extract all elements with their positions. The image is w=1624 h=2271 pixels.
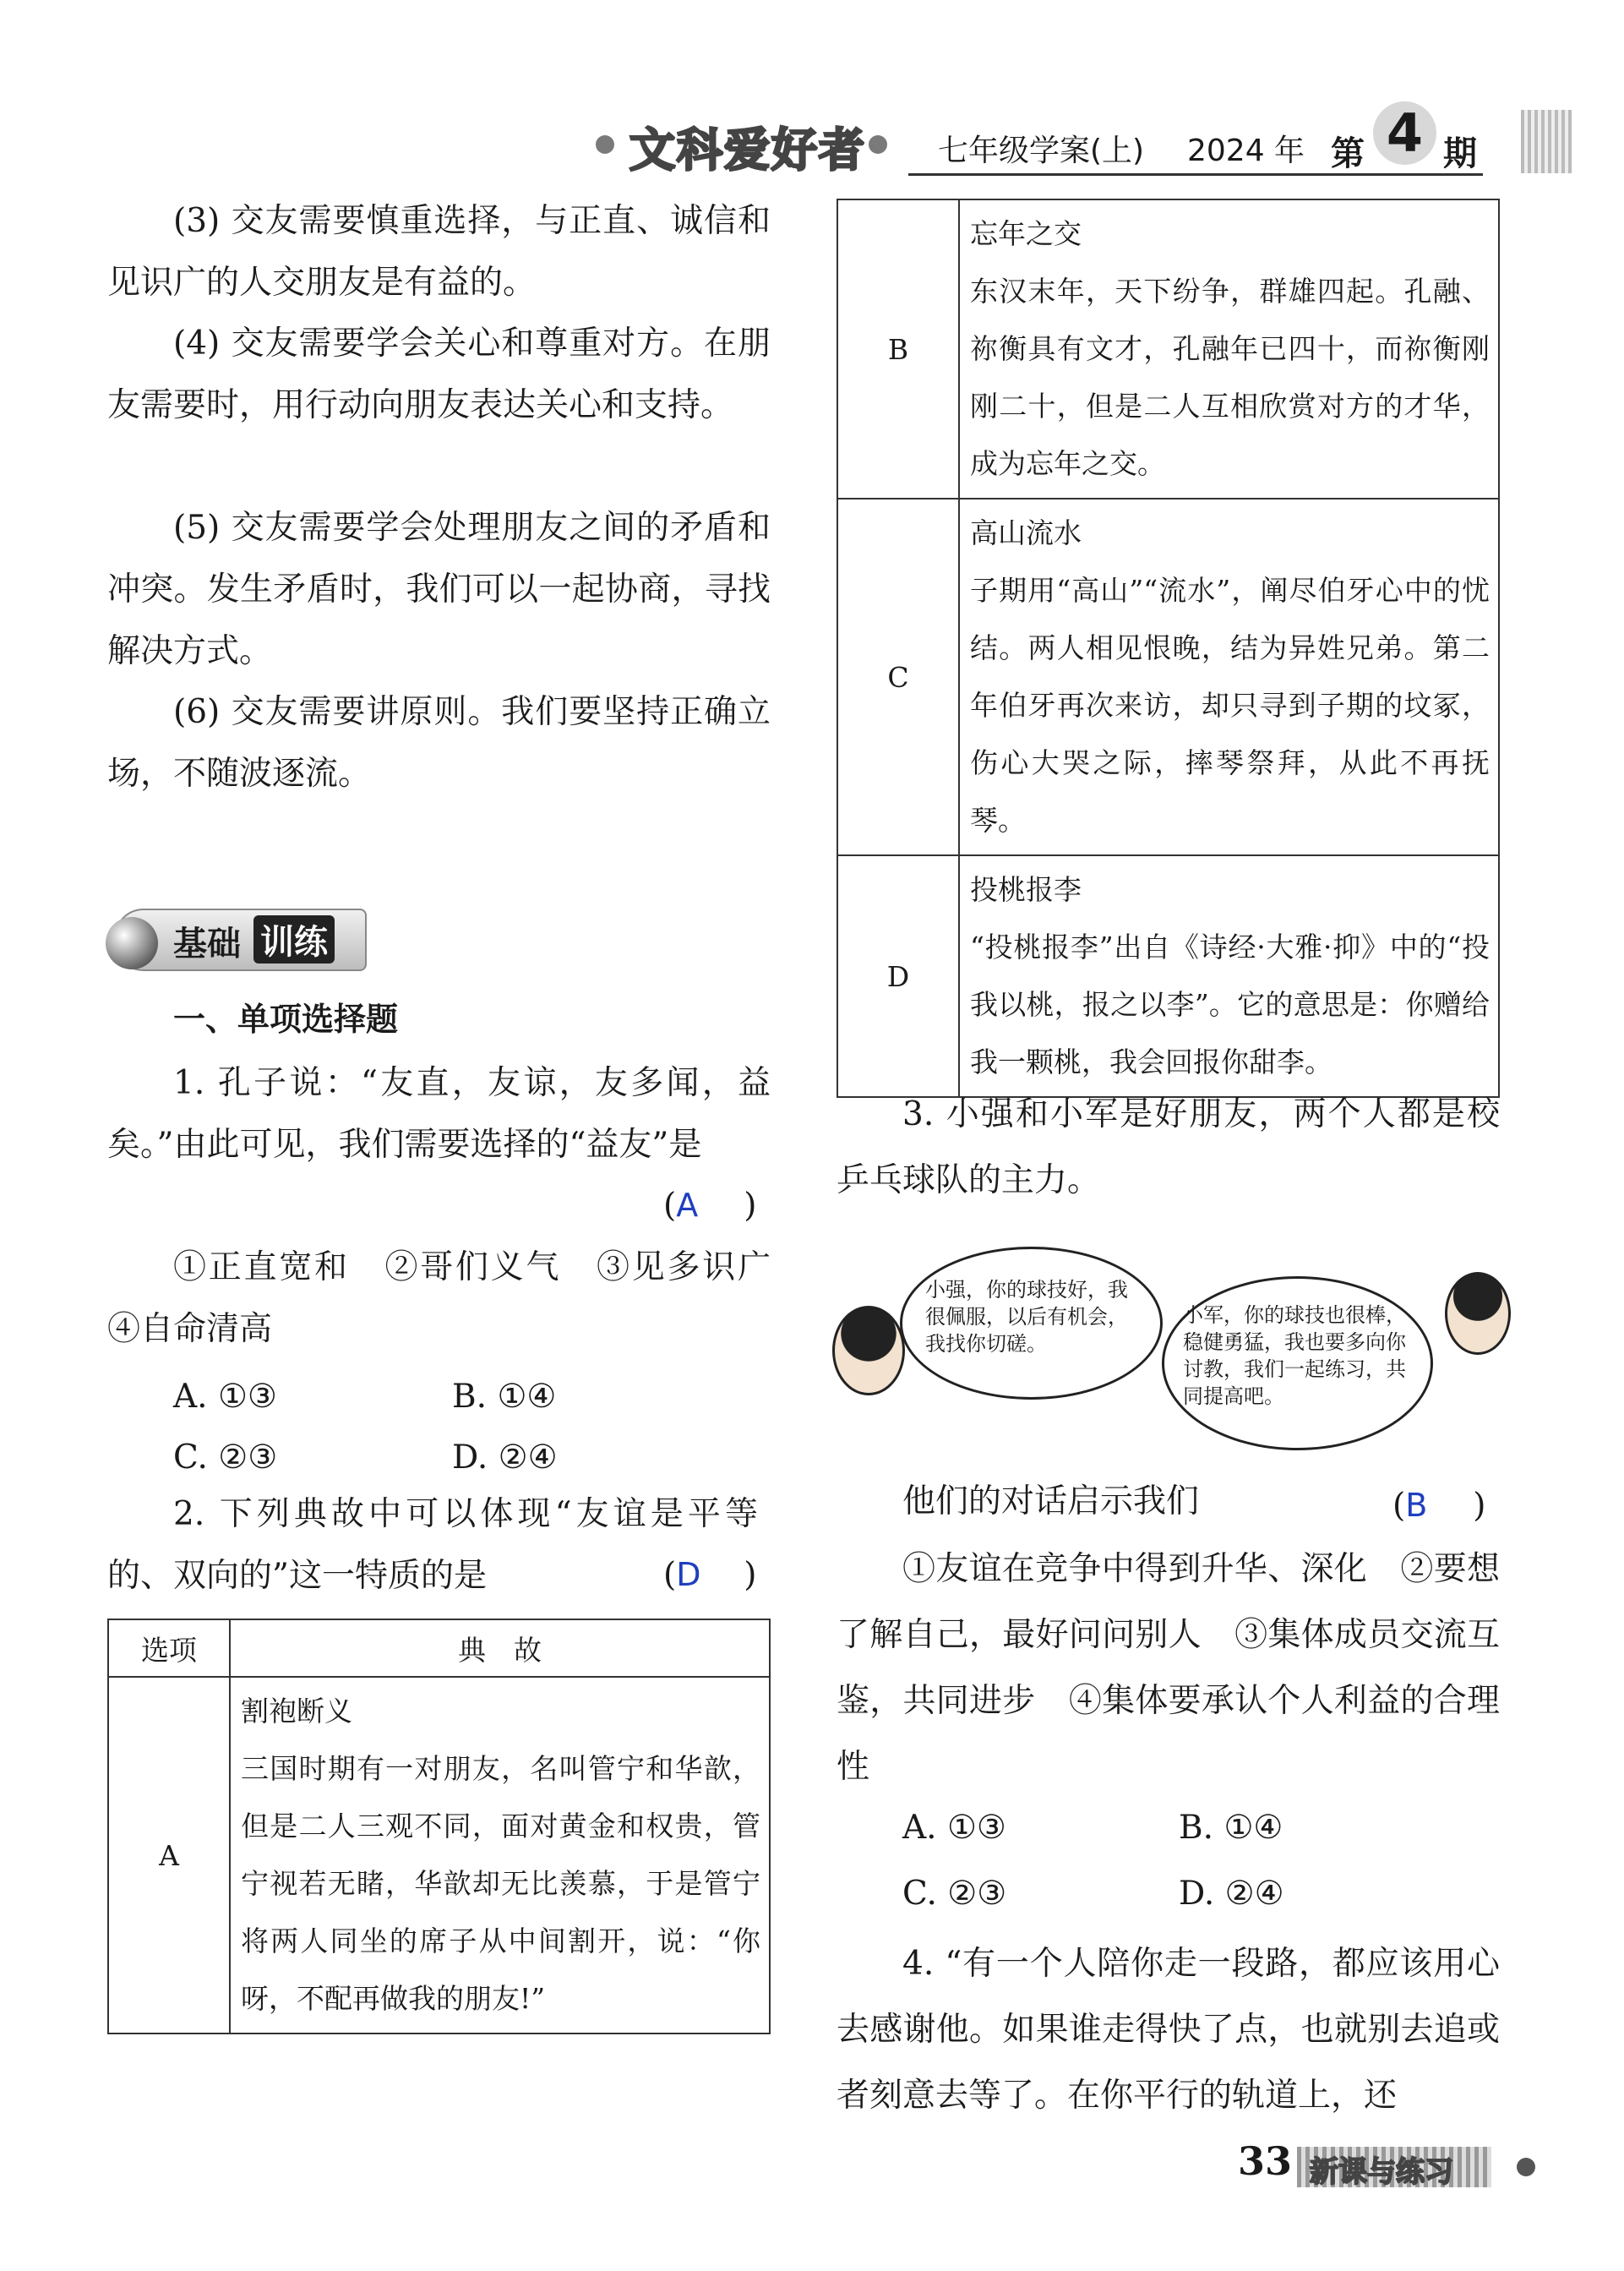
q3-option-b: B. ①④ — [1179, 1809, 1283, 1847]
issue-suffix: 期 — [1443, 134, 1477, 173]
row-c-option: C — [837, 499, 959, 855]
q1-items: ①正直宽和 ②哥们义气 ③见多识广 ④自命清高 — [107, 1248, 804, 1348]
header-divider — [908, 173, 1483, 176]
xiaoqiang-face-icon — [832, 1306, 905, 1395]
page-number: 33 — [1238, 2138, 1293, 2184]
table-row — [837, 499, 1499, 855]
paragraph-4: (4) 交友需要学会关心和尊重对方。在朋友需要时，用行动向朋友表达关心和支持。 — [107, 325, 771, 424]
issue-number: 4 — [1373, 101, 1436, 165]
paragraph-5: (5) 交友需要学会处理朋友之间的矛盾和冲突。发生矛盾时，我们可以一起协商，寻找解决方式。 — [107, 509, 771, 670]
question-3: 3. 小强和小军是好朋友，两个人都是校乒乓球队的主力。 — [837, 1095, 1500, 1199]
question-2: 2. 下列典故中可以体现“友谊是平等的、双向的”这一特质的是 — [107, 1495, 758, 1595]
q3-option-d: D. ②④ — [1179, 1875, 1284, 1913]
q2-answer-bracket: (D ) — [663, 1544, 756, 1606]
q1-option-c: C. ②③ — [173, 1438, 278, 1477]
q2-answer: D — [676, 1556, 701, 1593]
row-b-option: B — [837, 199, 959, 499]
table-row — [837, 855, 1499, 1097]
brand-logo: 文科爱好者 — [629, 123, 866, 177]
section-title: 一、单项选择题 — [173, 1001, 399, 1038]
row-a-story — [230, 1677, 770, 2034]
q1-answer: A — [676, 1187, 699, 1224]
question-4: 4. “有一个人陪你走一段路，都应该用心去感谢他。如果谁走得快了点，也就别去追或者刻意去等了。在你平行的轨道上，还 — [837, 1945, 1500, 2115]
q1-option-a: A. ①③ — [173, 1378, 277, 1416]
speech-bubble-left-text: 小强，你的球技好，我很佩服，以后有机会，我找你切磋。 — [925, 1278, 1128, 1356]
paragraph-6: (6) 交友需要讲原则。我们要坚持正确立场，不随波逐流。 — [107, 693, 771, 793]
row-a-title: 割袍断义 — [241, 1695, 352, 1728]
q3-option-c: C. ②③ — [902, 1875, 1007, 1913]
issue-prefix: 第 — [1331, 134, 1365, 173]
question-1: 1. 孔子说：“友直，友谅，友多闻，益矣。”由此可见，我们需要选择的“益友”是 — [107, 1064, 771, 1164]
row-d-option: D — [837, 855, 959, 1097]
row-c-title: 高山流水 — [970, 516, 1082, 549]
header-bar-decoration — [1521, 110, 1572, 173]
xiaojun-face-icon — [1445, 1272, 1511, 1355]
table-header-row — [108, 1619, 770, 1677]
q3-option-a: A. ①③ — [902, 1809, 1006, 1847]
header-dot-icon — [596, 135, 614, 154]
row-c-story — [959, 499, 1499, 855]
table-header-option: 选项 — [108, 1619, 230, 1677]
section-label-a: 基础 — [173, 925, 241, 964]
grade-label: 七年级学案(上) — [938, 134, 1145, 168]
q1-option-d: D. ②④ — [452, 1438, 558, 1477]
table-row — [108, 1677, 770, 2034]
allusion-table-left — [107, 1619, 771, 2034]
q1-answer-bracket: (A ) — [663, 1175, 756, 1236]
row-b-story — [959, 199, 1499, 499]
header-dot-icon — [869, 135, 887, 154]
row-d-story — [959, 855, 1499, 1097]
row-b-title: 忘年之交 — [970, 217, 1082, 250]
paragraph-3: (3) 交友需要慎重选择，与正直、诚信和见识广的人交朋友是有益的。 — [107, 202, 771, 302]
table-row — [837, 199, 1499, 499]
q3-answer-bracket: (B ) — [1392, 1475, 1485, 1537]
row-b-body: 东汉末年，天下纷争，群雄四起。孔融、祢衡具有文才，孔融年已四十，而祢衡刚刚二十，但是二人互相欣赏对方的才华，成为忘年之交。 — [970, 275, 1490, 480]
row-d-title: 投桃报李 — [970, 873, 1082, 906]
q3-prompt: 他们的对话启示我们 — [902, 1482, 1200, 1520]
row-a-option: A — [108, 1677, 230, 2034]
q3-items: ①友谊在竞争中得到升华、深化 ②要想了解自己，最好问问别人 ③集体成员交流互鉴，共同进步 ④集体要承认个人利益的合理性 — [837, 1550, 1500, 1786]
table-header-story: 典 故 — [230, 1619, 770, 1677]
footer-label: 新课与练习 — [1310, 2155, 1453, 2189]
footer-dot-icon — [1517, 2158, 1535, 2176]
speech-bubble-right-text: 小军，你的球技也很棒，稳健勇猛，我也要多向你讨教，我们一起练习，共同提高吧。 — [1183, 1303, 1406, 1408]
year-label: 2024 年 — [1187, 134, 1305, 168]
section-label-b: 训练 — [253, 915, 335, 964]
q3-answer: B — [1405, 1487, 1428, 1524]
row-d-body: “投桃报李”出自《诗经·大雅·抑》中的“投我以桃，报之以李”。它的意思是：你赠给我一颗桃，我会回报你甜李。 — [970, 931, 1490, 1078]
row-a-body: 三国时期有一对朋友，名叫管宁和华歆，但是二人三观不同，面对黄金和权贵，管宁视若无睹，华歆却无比羡慕，于是管宁将两人同坐的席子从中间割开，说：“你呀，不配再做我的朋友!” — [241, 1752, 760, 2015]
ball-icon — [106, 917, 158, 969]
q1-option-b: B. ①④ — [452, 1378, 557, 1416]
allusion-table-right — [837, 199, 1500, 1098]
row-c-body: 子期用“高山”“流水”，阐尽伯牙心中的忧结。两人相见恨晚，结为异姓兄弟。第二年伯牙再次来访，却只寻到子期的坟冢，伤心大哭之际，摔琴祭拜，从此不再抚琴。 — [970, 574, 1490, 837]
